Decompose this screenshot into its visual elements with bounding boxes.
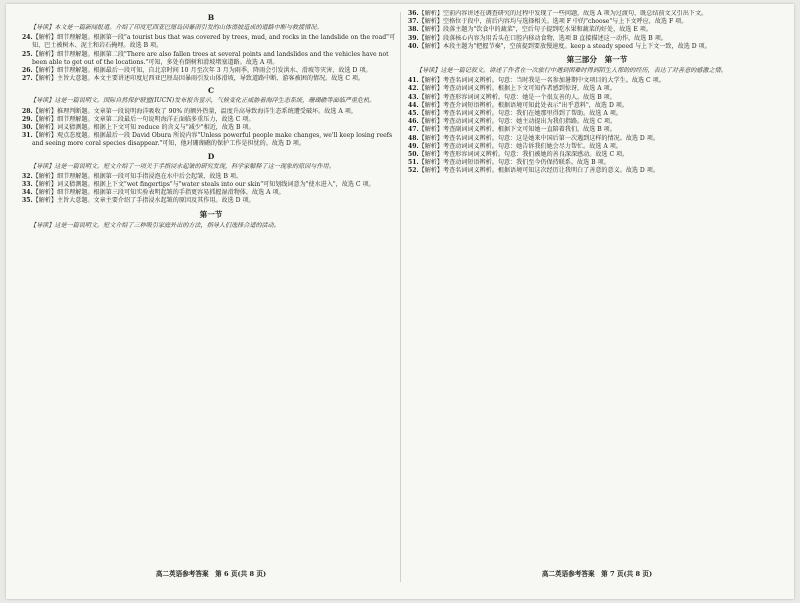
- section-heading-b: B: [207, 13, 215, 22]
- guide-b: 【导读】本文是一篇新闻报道。介绍了印度尼西亚巴厘岛因暴雨引发的山体滑坡造成的道路中断与救援情况。: [30, 24, 323, 31]
- page-footer-left: 高二英语参考答案 第 6 页(共 8 页): [155, 570, 267, 578]
- answer-text: 【解析】考查形容词词义辨析。句意：她是一个很友善的人。故选 B 项。: [418, 93, 616, 101]
- question-number: 25.: [22, 50, 33, 58]
- guide-c: 【导读】这是一篇说明文。国际自然保护联盟(IUCN)发布报告显示，气候变化正威胁着海洋生态系统，珊瑚礁等面临严重危机。: [30, 97, 376, 105]
- answer-item: [408, 126, 786, 134]
- question-number: 49.: [408, 142, 419, 150]
- answer-text: 【解析】考查动词短语辨析。句意：我们至今仍保持联系。故选 B 项。: [418, 159, 610, 167]
- answers-reading-seven: [408, 10, 786, 51]
- answer-text: 【解析】段落核心内容为用舌头在口腔内移动食物，选项 B 直接描述这一动作，故选 B 项。: [418, 34, 667, 42]
- question-number: 42.: [408, 85, 419, 93]
- question-number: 50.: [408, 151, 419, 159]
- answer-text: 【解析】考查动词词义辨析。句意：她主动提出为我们指路。故选 C 项。: [418, 118, 617, 126]
- answer-item: [22, 67, 400, 75]
- question-number: 35.: [22, 197, 33, 205]
- answer-item: [408, 35, 786, 43]
- guide-d: 【导读】这是一篇说明文。短文介绍了一项关于手指浸水起皱的研究发现，科学家解释了这一现象的原因与作用。: [30, 162, 335, 170]
- answer-text: 【解析】细节理解题。文章第二段最后一句说明海洋正面临多重压力，故选 C 项。: [32, 115, 255, 123]
- answer-text: 【解析】空前内容讲述在调查研究的过程中发现了一些问题，故选 A 项为过渡句，既总结前文又引出下文。: [418, 10, 708, 17]
- answer-text: 【解析】主旨大意题。本文主要讲述印度尼西亚巴厘岛因暴雨引发山体滑坡，导致道路中断、游客被困的情况。故选 C 项。: [32, 75, 365, 83]
- question-number: 30.: [22, 124, 33, 132]
- answer-item: [22, 116, 400, 124]
- answer-text: 【解析】细节理解题。根据最后一段可知，自北京时间 10 月至次年 3 月为雨季，降雨会引发洪水、滑坡等灾害，故选 D 项。: [32, 67, 372, 75]
- answer-item: [408, 110, 786, 118]
- section-heading-d: D: [207, 151, 215, 161]
- question-number: 29.: [22, 115, 33, 123]
- answer-text: 【解析】细节理解题。根据第三段可知实验表明起皱的手指更容易抓握湿滑物体，故选 A 项。: [32, 189, 285, 197]
- answer-item: [408, 102, 786, 110]
- part-three-heading: 第三部分 第一节: [566, 55, 628, 65]
- answer-text: 【解析】考查名词词义辨析。根据语境可知这次经历让我明白了善意的意义。故选 D 项。: [418, 167, 659, 175]
- answer-item: [22, 124, 400, 132]
- question-number: 37.: [408, 18, 419, 26]
- answer-item: [408, 85, 786, 93]
- question-number: 32.: [22, 172, 33, 180]
- question-number: 46.: [408, 118, 419, 126]
- answer-text: 【解析】考查副词词义辨析。根据下文可知她一直陪着我们。故选 B 项。: [418, 126, 616, 134]
- question-number: 24.: [22, 34, 33, 42]
- answer-item: [22, 132, 400, 148]
- question-number: 36.: [408, 10, 419, 17]
- question-number: 41.: [408, 77, 419, 85]
- question-number: 26.: [22, 67, 33, 75]
- answer-item: [22, 108, 400, 116]
- guide-cloze: 【导读】这是一篇记叙文。讲述了作者在一次旅行中遇到困难时得到陌生人帮助的经历，表达了对善意的感激之情。: [416, 67, 727, 75]
- answer-text: 【解析】考查动词词义辨析。句意：她告诉我们她会尽力帮忙。故选 A 项。: [418, 142, 622, 150]
- question-number: 47.: [408, 126, 419, 134]
- answer-text: 【解析】词义猜测题。根据上下文"wet fingertips"与"water steals into our skin"可知划线词意为"使水进入"，故选 C 项。: [32, 181, 375, 189]
- answer-item: [408, 10, 786, 18]
- answer-text: 【解析】主旨大意题。文章主要介绍了手指浸水起皱的原因及其作用。故选 D 项。: [32, 197, 255, 205]
- answer-text: 【解析】本段主题为"把握节奏"，空前提到要放慢速度。keep a steady speed 与上下文一致，故选 D 项。: [418, 42, 711, 50]
- question-number: 43.: [408, 93, 419, 101]
- answer-text: 【解析】词义猜测题。根据上下文可知 reduce 的含义与"减少"相近，故选 B 项。: [32, 124, 255, 132]
- question-number: 28.: [22, 107, 33, 115]
- answer-item: [22, 34, 400, 50]
- answer-text: 【解析】考查形容词词义辨析。句意：我们被她的善良深深感动。故选 C 项。: [418, 151, 629, 159]
- answers-b: [22, 34, 400, 83]
- answer-text: 【解析】空格位于段中，前后内容均与选择相关。选项 F 中的"choose"与上下文呼应，故选 F 项。: [418, 18, 688, 26]
- left-column: [22, 10, 400, 582]
- answer-text: 【解析】段落主题为"饮食中的蔬菜"，空后句子提到吃水果和蔬菜的好处，故选 E 项。: [418, 26, 652, 34]
- answer-text: 【解析】细节理解题。根据第一段"a tourist bus that was covered by trees, mud, and rocks in the landslide on the road"可知，巴士被树木、泥土和岩石掩埋。故选 B 项。: [32, 34, 396, 50]
- answer-item: [408, 143, 786, 151]
- column-divider: [400, 12, 401, 582]
- question-number: 31.: [22, 132, 33, 140]
- answer-text: 【解析】考查介词短语辨析。根据语境可知此处表示"出乎意料"，故选 D 项。: [418, 101, 628, 109]
- section-heading-bottom: 第一节: [199, 209, 223, 219]
- question-number: 45.: [408, 110, 419, 118]
- answer-text: 【解析】考查名词词义辨析。句意：我们在她那里得到了帮助。故选 A 项。: [418, 110, 622, 118]
- answer-text: 【解析】观点态度题。根据最后一段 David Obura 所说内容"Unless powerful people make changes, we'll keep losing reefs and seeing more coral species disappear."可知，他对珊瑚礁的保护工作是担忧的。故选 D 项。: [32, 132, 393, 148]
- answer-text: 【解析】细节理解题。根据第一段可知手指浸泡在水中后会起皱，故选 B 项。: [32, 172, 243, 180]
- question-number: 44.: [408, 101, 419, 109]
- answer-sheet: [6, 4, 794, 599]
- answer-text: 【解析】推理判断题。文章第一段说明海洋吸收了 90% 的额外热量，温度升高导致海洋生态系统遭受破坏。故选 A 项。: [32, 107, 357, 115]
- section-heading-c: C: [207, 86, 215, 96]
- answer-item: [22, 51, 400, 67]
- answer-text: 【解析】考查动词词义辨析。根据上下文可知作者感到惊讶，故选 A 项。: [418, 85, 616, 93]
- question-number: 34.: [22, 189, 33, 197]
- question-number: 40.: [408, 42, 419, 50]
- question-number: 27.: [22, 75, 33, 83]
- answer-item: [22, 197, 400, 205]
- right-column: [408, 10, 786, 582]
- page-footer-right: 高二英语参考答案 第 7 页(共 8 页): [541, 570, 653, 578]
- answer-item: [408, 135, 786, 143]
- guide-bottom: 【导读】这是一篇说明文。短文介绍了三种吸引家庭外出的方法，指导人们选择合适的活动。: [30, 221, 280, 229]
- answers-d: [22, 173, 400, 206]
- answer-item: [408, 167, 786, 175]
- answers-c: [22, 108, 400, 149]
- answer-item: [22, 75, 400, 83]
- question-number: 48.: [408, 134, 419, 142]
- answer-item: [22, 173, 400, 181]
- question-number: 38.: [408, 26, 419, 34]
- answer-text: 【解析】细节理解题。根据第二段"There are also fallen trees at several points and landslides and the vehicles have not been able to get out of the locations."可知，多处有倒树和滑坡堵塞道路。故选 A 项。: [32, 50, 389, 66]
- answers-cloze: [408, 77, 786, 175]
- question-number: 51.: [408, 159, 419, 167]
- answer-item: [408, 94, 786, 102]
- answer-text: 【解析】考查名词词义辨析。句意：当时我是一名参加暑期中文项目的大学生。故选 C 项。: [418, 77, 665, 85]
- answer-text: 【解析】考查名词词义辨析。句意：这是她来中国后第一次遇到这样的情况。故选 D 项。: [418, 134, 659, 142]
- question-number: 52.: [408, 167, 419, 175]
- question-number: 39.: [408, 34, 419, 42]
- answer-item: [408, 43, 786, 51]
- question-number: 33.: [22, 181, 33, 189]
- answer-item: [408, 26, 786, 34]
